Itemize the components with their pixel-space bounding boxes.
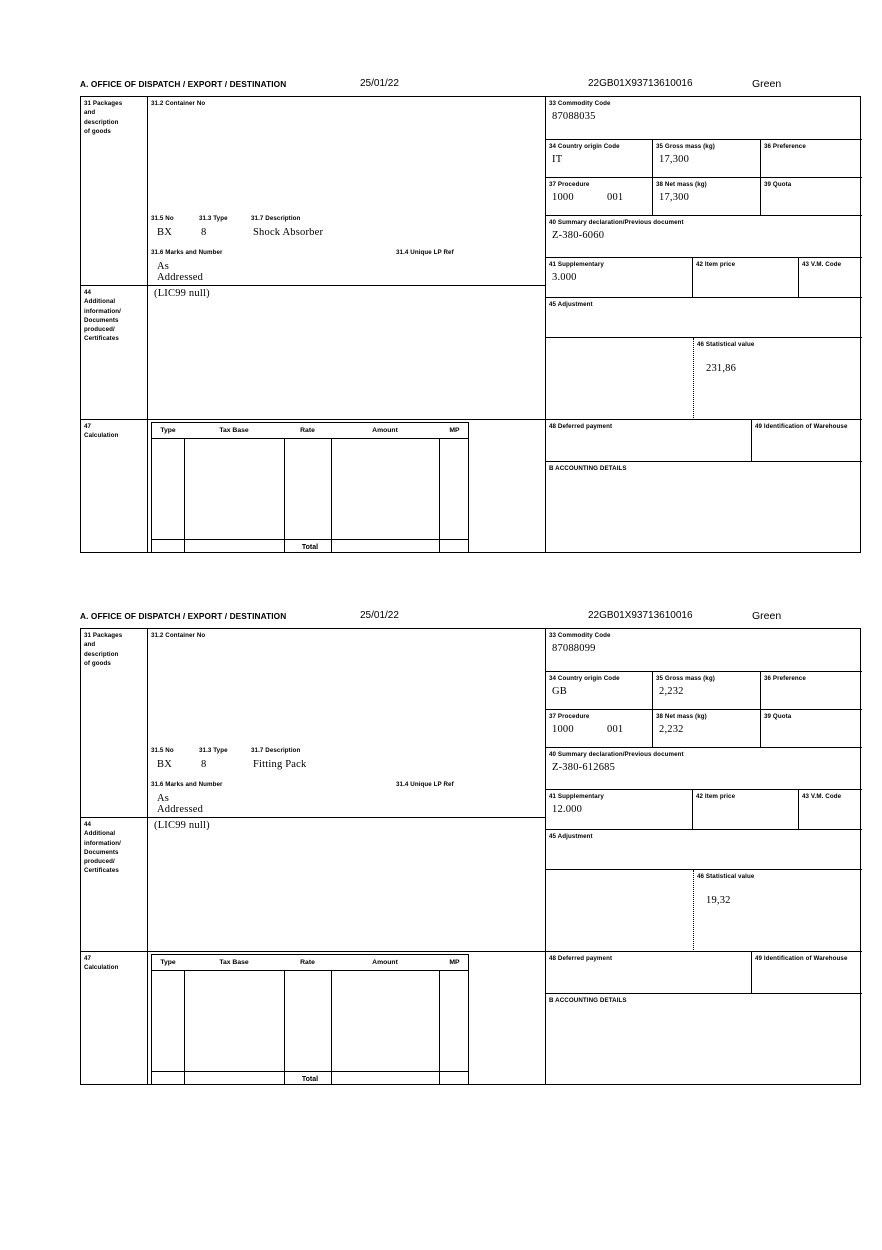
- country-origin-value: IT: [552, 154, 563, 166]
- preference-value: [761, 151, 862, 154]
- box-31-packages-description: [148, 629, 546, 818]
- box-42-item-price: [693, 790, 799, 830]
- net-mass-value: 17,300: [659, 192, 690, 204]
- container-no-label: 31.2 Container No: [151, 632, 206, 639]
- box-49-identification-warehouse: [752, 952, 862, 994]
- country-origin-value: GB: [552, 686, 567, 698]
- box-31-label-line2: and: [84, 109, 96, 117]
- commodity-code-value: 87088035: [552, 111, 596, 123]
- procedure-value-1: 1000: [552, 724, 574, 736]
- box-b-accounting-details: [546, 994, 862, 1085]
- item-price-label: 42 Item price: [696, 793, 736, 800]
- box-43-vm-code: [799, 790, 862, 830]
- box-49-identification-warehouse: [752, 420, 862, 462]
- deferred-payment-value: [546, 431, 751, 434]
- packages-no-label: 31.5 No: [151, 215, 174, 222]
- unique-lp-ref-label: 31.4 Unique LP Ref: [396, 249, 454, 256]
- calculation-header-row: [152, 423, 468, 439]
- procedure-value-2: 001: [607, 724, 624, 736]
- box-31-label: [81, 97, 148, 286]
- calculation-header-row: [152, 955, 468, 971]
- declaration-form-item-3: [80, 78, 862, 553]
- box-44-label-line2: Additional: [84, 830, 116, 838]
- box-48-deferred-payment: [546, 420, 752, 462]
- adjustment-label: 45 Adjustment: [549, 833, 593, 840]
- net-mass-label: 38 Net mass (kg): [656, 181, 707, 188]
- box-31-label-line1: 31 Packages: [84, 100, 123, 107]
- calc-amount-header: Amount: [372, 959, 398, 966]
- country-origin-label: 34 Country origin Code: [549, 675, 620, 682]
- quota-value: [761, 189, 862, 192]
- box-31-packages-description: [148, 97, 546, 286]
- box-36-preference: [761, 672, 862, 710]
- box-46-statistical-value: [694, 870, 862, 952]
- box-38-net-mass: [653, 710, 761, 748]
- box-35-gross-mass: [653, 672, 761, 710]
- country-origin-label: 34 Country origin Code: [549, 143, 620, 150]
- calc-tax-base-header: Tax Base: [219, 427, 249, 434]
- box-44-additional-information: [148, 286, 546, 420]
- calc-rate-header: Rate: [300, 959, 315, 966]
- packages-row-values: [151, 224, 541, 242]
- box-31-label-line4: of goods: [84, 127, 111, 135]
- box-35-gross-mass: [653, 140, 761, 178]
- item-price-value: [693, 269, 798, 272]
- calc-rate-header: Rate: [300, 427, 315, 434]
- calc-tax-base-header: Tax Base: [219, 959, 249, 966]
- box-45-adjustment: [546, 830, 862, 870]
- box-44-label-line4: Documents: [84, 848, 119, 856]
- statistical-value-amount: 231,86: [706, 363, 737, 375]
- marks-and-number-value: As Addressed: [157, 261, 204, 283]
- calculation-body: [152, 971, 468, 1071]
- declaration-form-item-4: [80, 610, 862, 1085]
- box-44-label: [81, 818, 148, 952]
- quota-value: [761, 721, 862, 724]
- box-40-summary-declaration: [546, 216, 862, 258]
- container-no-label: 31.2 Container No: [151, 100, 206, 107]
- office-of-dispatch-label: A. OFFICE OF DISPATCH / EXPORT / DESTINATION: [80, 611, 287, 621]
- box-44-additional-information: [148, 818, 546, 952]
- marks-and-number-label: 31.6 Marks and Number: [151, 781, 223, 788]
- procedure-value-1: 1000: [552, 192, 574, 204]
- packages-no-value: BX: [157, 759, 172, 770]
- box-44-label-line5: produced/: [84, 858, 115, 866]
- packages-type-label: 31.3 Type: [199, 747, 228, 754]
- box-43-vm-code: [799, 258, 862, 298]
- box-31-label: [81, 629, 148, 818]
- statistical-value-label: 46 Statistical value: [697, 873, 755, 880]
- box-39-quota: [761, 710, 862, 748]
- packages-no-value: BX: [157, 227, 172, 238]
- marks-and-number-value: As Addressed: [157, 793, 204, 815]
- box-b-accounting-details: [546, 462, 862, 553]
- movement-reference-number: 22GB01X93713610016: [588, 610, 693, 621]
- unique-lp-ref-label: 31.4 Unique LP Ref: [396, 781, 454, 788]
- box-44-label-line1: 44: [84, 821, 92, 828]
- summary-declaration-label: 40 Summary declaration/Previous document: [549, 219, 684, 226]
- box-37-procedure: [546, 178, 653, 216]
- commodity-code-label: 33 Commodity Code: [549, 632, 611, 639]
- supplementary-label: 41 Supplementary: [549, 261, 604, 268]
- declaration-date: 25/01/22: [360, 610, 399, 621]
- box-44-label-line6: Certificates: [84, 335, 119, 343]
- supplementary-label: 41 Supplementary: [549, 793, 604, 800]
- box-44-label-line2: Additional: [84, 298, 116, 306]
- identification-warehouse-label: 49 Identification of Warehouse: [755, 423, 848, 430]
- box-33-commodity-code: [546, 97, 862, 140]
- box-31-label-line1: 31 Packages: [84, 632, 123, 639]
- calculation-total-label: Total: [152, 1071, 468, 1085]
- box-45-adjustment: [546, 298, 862, 338]
- quota-label: 39 Quota: [764, 713, 792, 720]
- box-44-label-line3: information/: [84, 839, 121, 847]
- packages-type-value: 8: [201, 759, 207, 770]
- vm-code-value: [799, 801, 862, 804]
- adjustment-label: 45 Adjustment: [549, 301, 593, 308]
- preference-value: [761, 683, 862, 686]
- office-of-dispatch-label: A. OFFICE OF DISPATCH / EXPORT / DESTINATION: [80, 79, 287, 89]
- calc-amount-header: Amount: [372, 427, 398, 434]
- statistical-value-amount: 19,32: [706, 895, 731, 907]
- calc-type-header: Type: [160, 959, 176, 966]
- box-31-label-line3: description: [84, 650, 119, 658]
- packages-type-value: 8: [201, 227, 207, 238]
- form-header: [80, 78, 862, 96]
- statistical-value-label: 46 Statistical value: [697, 341, 755, 348]
- box-46-statistical-value: [694, 338, 862, 420]
- box-46-divider: [546, 870, 694, 952]
- summary-declaration-value: Z-380-612685: [552, 762, 616, 774]
- vm-code-value: [799, 269, 862, 272]
- accounting-details-label: B ACCOUNTING DETAILS: [549, 997, 627, 1004]
- vm-code-label: 43 V.M. Code: [802, 261, 842, 268]
- calculation-body: [152, 439, 468, 539]
- movement-reference-number: 22GB01X93713610016: [588, 78, 693, 89]
- box-47-calculation-table: [148, 952, 546, 1085]
- box-47-label: [81, 420, 148, 553]
- route-status: Green: [752, 78, 782, 90]
- form-header: [80, 610, 862, 628]
- procedure-value-2: 001: [607, 192, 624, 204]
- calc-type-header: Type: [160, 427, 176, 434]
- box-47-label: [81, 952, 148, 1085]
- deferred-payment-label: 48 Deferred payment: [549, 423, 613, 430]
- packages-no-label: 31.5 No: [151, 747, 174, 754]
- box-47-calculation-table: [148, 420, 546, 553]
- summary-declaration-value: Z-380-6060: [552, 230, 605, 242]
- item-price-value: [693, 801, 798, 804]
- gross-mass-value: 17,300: [659, 154, 690, 166]
- gross-mass-value: 2,232: [659, 686, 684, 698]
- packages-row-values: [151, 756, 541, 774]
- additional-information-value: (LIC99 null): [154, 820, 210, 831]
- calc-mp-header: MP: [449, 427, 460, 434]
- commodity-code-value: 87088099: [552, 643, 596, 655]
- box-44-label-line6: Certificates: [84, 867, 119, 875]
- box-41-supplementary: [546, 790, 693, 830]
- box-44-label-line3: information/: [84, 307, 121, 315]
- accounting-details-label: B ACCOUNTING DETAILS: [549, 465, 627, 472]
- box-44-label-line5: produced/: [84, 326, 115, 334]
- gross-mass-label: 35 Gross mass (kg): [656, 675, 715, 682]
- net-mass-value: 2,232: [659, 724, 684, 736]
- box-47-label-line2: Calculation: [84, 432, 119, 440]
- adjustment-value: [546, 841, 862, 844]
- box-39-quota: [761, 178, 862, 216]
- calculation-total-label: Total: [152, 539, 468, 553]
- box-34-country-origin: [546, 672, 653, 710]
- box-31-label-line4: of goods: [84, 659, 111, 667]
- deferred-payment-value: [546, 963, 751, 966]
- box-44-label-line1: 44: [84, 289, 92, 296]
- box-48-deferred-payment: [546, 952, 752, 994]
- box-47-label-line1: 47: [84, 423, 92, 430]
- packages-description-value: Shock Absorber: [253, 227, 324, 238]
- preference-label: 36 Preference: [764, 143, 806, 150]
- item-price-label: 42 Item price: [696, 261, 736, 268]
- calc-mp-header: MP: [449, 959, 460, 966]
- vm-code-label: 43 V.M. Code: [802, 793, 842, 800]
- packages-type-label: 31.3 Type: [199, 215, 228, 222]
- preference-label: 36 Preference: [764, 675, 806, 682]
- declaration-grid: [80, 628, 861, 1085]
- box-44-label: [81, 286, 148, 420]
- declaration-grid: [80, 96, 861, 553]
- identification-warehouse-value: [752, 963, 862, 966]
- identification-warehouse-value: [752, 431, 862, 434]
- box-31-label-line2: and: [84, 641, 96, 649]
- summary-declaration-label: 40 Summary declaration/Previous document: [549, 751, 684, 758]
- box-42-item-price: [693, 258, 799, 298]
- procedure-label: 37 Procedure: [549, 713, 590, 720]
- box-47-label-line1: 47: [84, 955, 92, 962]
- box-44-label-line4: Documents: [84, 316, 119, 324]
- packages-description-label: 31.7 Description: [251, 747, 301, 754]
- box-38-net-mass: [653, 178, 761, 216]
- box-36-preference: [761, 140, 862, 178]
- supplementary-value: 12.000: [552, 804, 583, 816]
- packages-description-label: 31.7 Description: [251, 215, 301, 222]
- declaration-date: 25/01/22: [360, 78, 399, 89]
- box-33-commodity-code: [546, 629, 862, 672]
- procedure-label: 37 Procedure: [549, 181, 590, 188]
- box-47-label-line2: Calculation: [84, 964, 119, 972]
- box-31-label-line3: description: [84, 118, 119, 126]
- deferred-payment-label: 48 Deferred payment: [549, 955, 613, 962]
- box-40-summary-declaration: [546, 748, 862, 790]
- adjustment-value: [546, 309, 862, 312]
- box-34-country-origin: [546, 140, 653, 178]
- gross-mass-label: 35 Gross mass (kg): [656, 143, 715, 150]
- box-46-divider: [546, 338, 694, 420]
- additional-information-value: (LIC99 null): [154, 288, 210, 299]
- commodity-code-label: 33 Commodity Code: [549, 100, 611, 107]
- marks-and-number-label: 31.6 Marks and Number: [151, 249, 223, 256]
- supplementary-value: 3.000: [552, 272, 577, 284]
- quota-label: 39 Quota: [764, 181, 792, 188]
- route-status: Green: [752, 610, 782, 622]
- net-mass-label: 38 Net mass (kg): [656, 713, 707, 720]
- box-37-procedure: [546, 710, 653, 748]
- box-41-supplementary: [546, 258, 693, 298]
- packages-description-value: Fitting Pack: [253, 759, 307, 770]
- identification-warehouse-label: 49 Identification of Warehouse: [755, 955, 848, 962]
